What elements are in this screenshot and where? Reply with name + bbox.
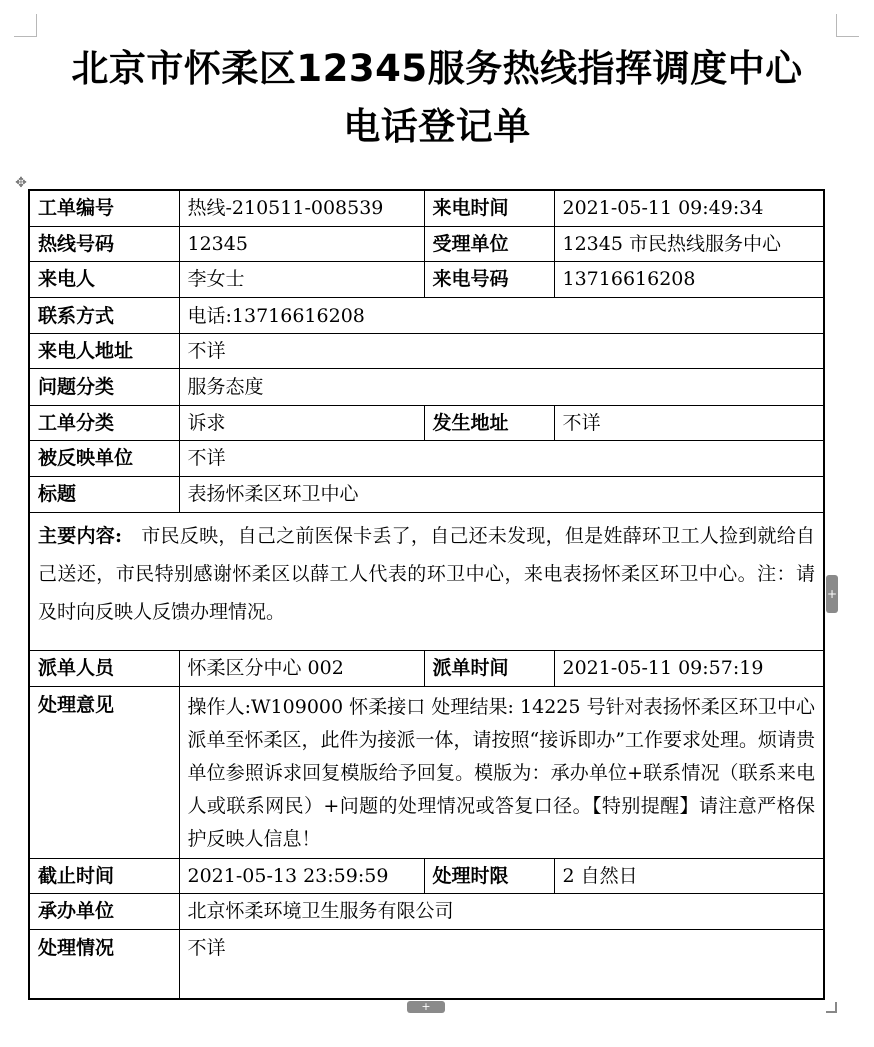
- accept-unit-value[interactable]: 12345 市民热线服务中心: [554, 226, 824, 261]
- handling-status-value[interactable]: 不详: [179, 930, 824, 999]
- call-time-label: 来电时间: [424, 190, 554, 226]
- dispatch-time-value[interactable]: 2021-05-11 09:57:19: [554, 650, 824, 686]
- subject-value[interactable]: 表扬怀柔区环卫中心: [179, 476, 824, 512]
- order-no-label: 工单编号: [29, 190, 179, 226]
- document-title: 北京市怀柔区12345服务热线指挥调度中心: [71, 47, 803, 90]
- deadline-value[interactable]: 2021-05-13 23:59:59: [179, 858, 424, 893]
- call-time-value[interactable]: 2021-05-11 09:49:34: [554, 190, 824, 226]
- table-row: [29, 650, 824, 686]
- table-row: [29, 334, 824, 369]
- main-content-label: 主要内容:: [38, 525, 123, 548]
- document-subtitle: 电话登记单: [343, 105, 531, 148]
- table-row: [29, 226, 824, 261]
- page-corner-mark-top-right: [836, 14, 859, 37]
- table-row: [29, 686, 824, 858]
- table-row: [29, 930, 824, 999]
- table-row: [29, 858, 824, 893]
- issue-category-value[interactable]: 服务态度: [179, 369, 824, 405]
- add-column-icon[interactable]: +: [826, 575, 838, 613]
- deadline-label: 截止时间: [29, 858, 179, 893]
- contact-label: 联系方式: [29, 298, 179, 334]
- order-category-value[interactable]: 诉求: [179, 405, 424, 440]
- main-content-cell[interactable]: [29, 513, 824, 651]
- handling-status-label: 处理情况: [29, 930, 179, 999]
- dispatcher-value[interactable]: 怀柔区分中心 002: [179, 650, 424, 686]
- opinion-label: 处理意见: [29, 686, 179, 858]
- subject-label: 标题: [29, 476, 179, 512]
- time-limit-value[interactable]: 2 自然日: [554, 858, 824, 893]
- caller-label: 来电人: [29, 261, 179, 297]
- location-label: 发生地址: [424, 405, 554, 440]
- dispatch-time-label: 派单时间: [424, 650, 554, 686]
- handling-unit-value[interactable]: 北京怀柔环境卫生服务有限公司: [179, 893, 824, 929]
- add-row-icon[interactable]: +: [407, 1001, 445, 1013]
- accept-unit-label: 受理单位: [424, 226, 554, 261]
- caller-phone-value[interactable]: 13716616208: [554, 261, 824, 297]
- table-row: [29, 440, 824, 476]
- opinion-value: 操作人:W109000 怀柔接口 处理结果: 14225 号针对表扬怀柔区环卫中心派单至怀柔区，此件为接派一体，请按照“接诉即办”工作要求处理。烦请贵单位参照诉求回复模版给予回复。模版为：承办单位+联系情况（联系来电人或联系网民）+问题的处理情况或答复口径。【特别提醒】请注意严格保护反映人信息！: [187, 695, 815, 850]
- table-row: [29, 476, 824, 512]
- page-corner-mark-top-left: [14, 14, 37, 37]
- table-row: [29, 513, 824, 651]
- table-row: [29, 190, 824, 226]
- order-category-label: 工单分类: [29, 405, 179, 440]
- caller-phone-label: 来电号码: [424, 261, 554, 297]
- caller-value[interactable]: 李女士: [179, 261, 424, 297]
- order-no-value[interactable]: 热线-210511-008539: [179, 190, 424, 226]
- time-limit-label: 处理时限: [424, 858, 554, 893]
- issue-category-label: 问题分类: [29, 369, 179, 405]
- hotline-value[interactable]: 12345: [179, 226, 424, 261]
- location-value[interactable]: 不详: [554, 405, 824, 440]
- main-content-value: 市民反映，自己之前医保卡丢了，自己还未发现，但是姓薛环卫工人捡到就给自己送还，市民特别感谢怀柔区以薛工人代表的环卫中心，来电表扬怀柔区环卫中心。注：请及时向反映人反馈办理情况。: [38, 525, 815, 624]
- hotline-label: 热线号码: [29, 226, 179, 261]
- table-row: [29, 369, 824, 405]
- table-row: [29, 298, 824, 334]
- resize-icon[interactable]: [826, 1002, 837, 1013]
- caller-address-value[interactable]: 不详: [179, 334, 824, 369]
- table-row: [29, 405, 824, 440]
- main-content-text: [38, 517, 815, 631]
- reported-unit-value[interactable]: 不详: [179, 440, 824, 476]
- reported-unit-label: 被反映单位: [29, 440, 179, 476]
- handling-unit-label: 承办单位: [29, 893, 179, 929]
- dispatcher-label: 派单人员: [29, 650, 179, 686]
- table-row: [29, 893, 824, 929]
- caller-address-label: 来电人地址: [29, 334, 179, 369]
- opinion-cell[interactable]: [179, 686, 824, 858]
- move-icon[interactable]: ✥: [15, 175, 27, 191]
- table-row: [29, 261, 824, 297]
- contact-value[interactable]: 电话:13716616208: [179, 298, 824, 334]
- registration-form-table: [28, 189, 825, 1000]
